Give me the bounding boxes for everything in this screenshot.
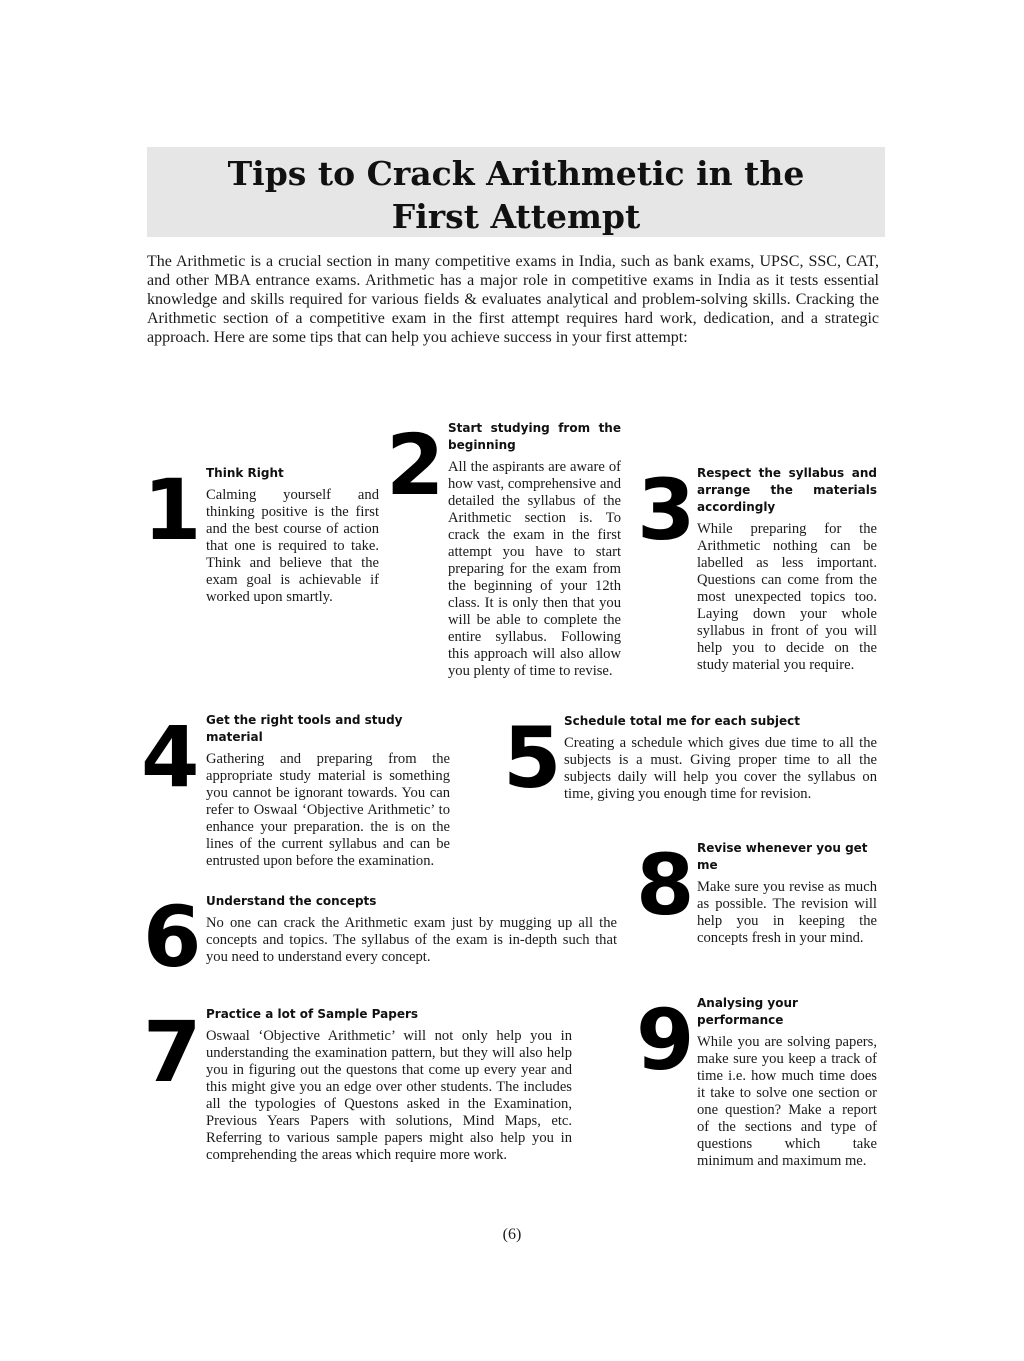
tip-2-heading: Start studying from the beginning: [448, 421, 621, 452]
tip-3: [697, 465, 877, 674]
intro-paragraph: The Arithmetic is a crucial section in many competitive exams in India, such as bank exams, UPSC, SSC, CAT, and other MBA entrance exams. Arithmetic has a major role in competitive exams in India as it tests essential knowledge and skills required for various fields & evaluates analytical and problem-solving skills. Cracking the Arithmetic section of a competitive exam in the first attempt requires hard work, dedication, and a strategic approach. Here are some tips that can help you achieve success in your first attempt:: [147, 253, 879, 346]
tip-4-number: 4: [141, 708, 198, 806]
tip-9: [697, 995, 877, 1170]
tip-8-number: 8: [636, 836, 693, 934]
tip-7-body: Oswaal ‘Objective Arithmetic’ will not only help you in understanding the examination pattern, but they will also help you in figuring out the questons that come up every year and this might give you an edge over other students. The includes all the typologies of Questons asked in the Examination, Previous Years Papers with solutions, Mind Maps, etc. Referring to various sample papers might also help you in comprehending the areas which require more work.: [206, 1028, 572, 1163]
tip-8: [697, 840, 877, 947]
tip-6-number: 6: [143, 888, 200, 986]
page-title-line2: First Attempt: [391, 197, 641, 236]
tip-5-body: Creating a schedule which gives due time to all the subjects is a must. Giving proper time to all the subjects daily will help you cover the syllabus on time, giving you enough time for revision.: [564, 735, 877, 802]
tip-7: [206, 1006, 572, 1164]
tip-3-heading: Respect the syllabus and arrange the materials accordingly: [697, 466, 877, 514]
tip-3-body: While preparing for the Arithmetic nothing can be labelled as less important. Questions can come from the most unexpected topics too. Laying down your whole syllabus in front of you will help you to decide on the study material you require.: [697, 521, 877, 673]
tip-1-body: Calming yourself and thinking positive is the first and the best course of action that one is required to take. Think and believe that the exam goal is achievable if worked upon smartly.: [206, 487, 379, 605]
tip-1-heading: Think Right: [206, 466, 284, 480]
tip-2-number: 2: [386, 416, 443, 514]
title-band: [147, 147, 885, 237]
tip-4-body: Gathering and preparing from the appropriate study material is something you cannot be ignorant towards. You can refer to Oswaal ‘Objective Arithmetic’ to enhance your preparation. the is on the lines of the current syllabus and can be entrusted upon before the examination.: [206, 751, 450, 869]
tip-7-number: 7: [143, 1003, 200, 1101]
tip-3-number: 3: [637, 461, 694, 559]
tip-4-heading: Get the right tools and study material: [206, 713, 403, 744]
tip-8-heading: Revise whenever you get me: [697, 841, 868, 872]
tip-9-body: While you are solving papers, make sure you keep a track of time i.e. how much time does it take to solve one section or one question? Make a report of the sections and type of questions which take minimum and maximum me.: [697, 1034, 877, 1169]
tip-9-heading: Analysing your performance: [697, 996, 798, 1027]
tip-5-heading: Schedule total me for each subject: [564, 714, 800, 728]
page-number: (6): [502, 1226, 522, 1243]
tip-1-number: 1: [143, 461, 200, 559]
tip-2-body: All the aspirants are aware of how vast, comprehensive and detailed the syllabus of the Arithmetic section is. To crack the exam in the first attempt you have to start preparing for the exam from the beginning of your 12th class. It is only then that you will be able to complete the entire syllabus. Following this approach will also allow you plenty of time to revise.: [448, 459, 621, 679]
page-title: [147, 147, 885, 238]
tip-1: [206, 465, 379, 606]
tip-6: [206, 893, 617, 966]
tip-9-number: 9: [636, 991, 693, 1089]
tip-4: [206, 712, 450, 870]
tip-5: [564, 713, 877, 803]
tip-6-body: No one can crack the Arithmetic exam just by mugging up all the concepts and topics. The syllabus of the exam is in-depth such that you need to understand every concept.: [206, 915, 617, 965]
tip-5-number: 5: [503, 709, 560, 807]
tip-7-heading: Practice a lot of Sample Papers: [206, 1007, 419, 1021]
page-title-line1: Tips to Crack Arithmetic in the: [227, 154, 805, 193]
tip-8-body: Make sure you revise as much as possible. The revision will help you in keeping the concepts fresh in your mind.: [697, 879, 877, 946]
tip-2: [448, 420, 621, 680]
tip-6-heading: Understand the concepts: [206, 894, 377, 908]
